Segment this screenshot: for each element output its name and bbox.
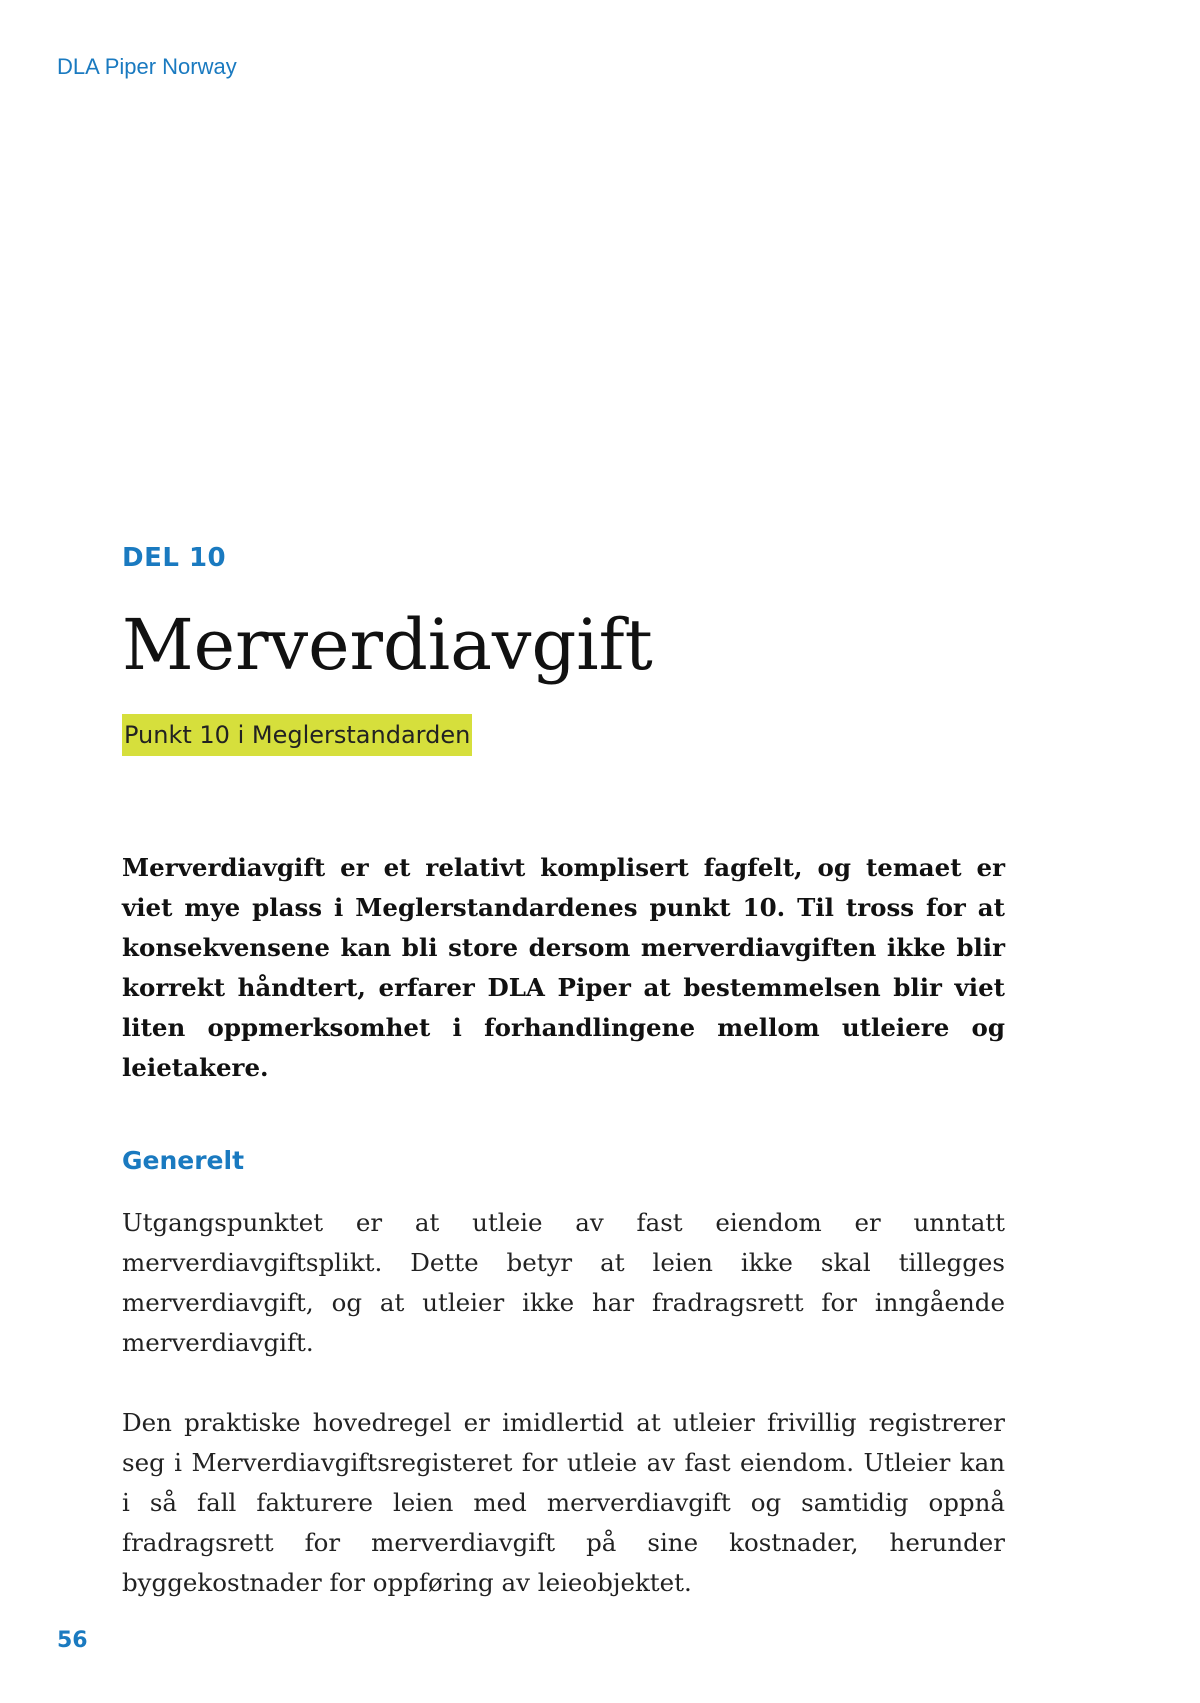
lead-paragraph: Merverdiavgift er et relativt komplisert fagfelt, og temaet er viet mye plass i Meglerstandardenes punkt 10. Til tross for at konsekvensene kan bli store dersom merverdiavgiften ikke blir korrekt håndtert, erfarer DLA Piper at bestemmelsen blir viet liten oppmerksomhet i forhandlingene mellom utleiere og leietakere. — [122, 853, 1005, 1082]
body-paragraph: Den praktiske hovedregel er imidlertid at utleier frivillig registrerer seg i Merverdiavgiftsregisteret for utleie av fast eiendom. Utleier kan i så fall fakturere leien med merverdiavgift og samtidig oppnå fradragsrett for merverdiavgift på sine kostnader, herunder byggekostnader for oppføring av leieobjektet. — [122, 1408, 1005, 1597]
page-number: 56 — [57, 1628, 88, 1653]
body-paragraph: Utgangspunktet er at utleie av fast eiendom er unntatt merverdiavgiftsplikt. Dette betyr at leien ikke skal tillegges merverdiavgift, og at utleier ikke har fradragsrett for inngående merverdiavgift. — [122, 1208, 1005, 1357]
main-content — [122, 540, 1005, 1603]
sub-heading-generelt: Generelt — [122, 1146, 245, 1175]
subtitle-wrap — [122, 714, 1005, 758]
page-title: Merverdiavgift — [122, 604, 653, 686]
subtitle-highlight: Punkt 10 i Meglerstandarden — [122, 714, 472, 756]
header-brand: DLA Piper Norway — [57, 54, 237, 79]
section-label: DEL 10 — [122, 543, 227, 573]
